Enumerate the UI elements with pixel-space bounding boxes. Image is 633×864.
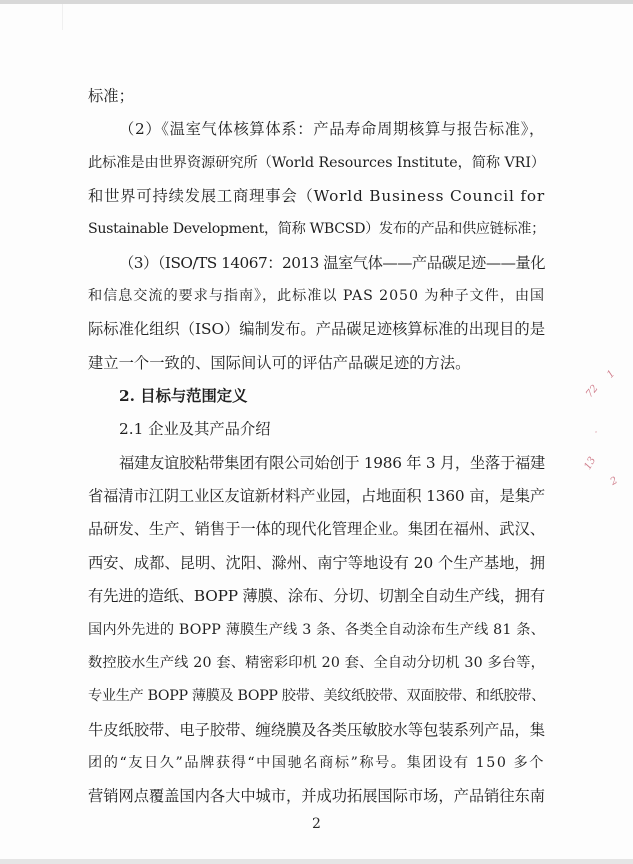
text-line: Sustainable Development，简称 WBCSD）发布的产品和供应链标准； — [88, 221, 545, 238]
text-line: 和信息交流的要求与指南》，此标准以 PAS 2050 为种子文件，由国 — [88, 288, 545, 305]
document-text-block — [88, 80, 545, 814]
text-line: 数控胶水生产线 20 套、精密彩印机 20 套、全自动分切机 30 多台等， — [88, 654, 545, 671]
text-line: 营销网点覆盖国内各大中城市，并成功拓展国际市场，产品销往东南 — [88, 787, 545, 806]
handwritten-mark: 72 — [584, 383, 601, 400]
scanner-edge-top — [0, 0, 633, 4]
text-line: 标准； — [88, 87, 134, 105]
handwritten-mark: · — [593, 427, 600, 439]
text-line: 西安、成都、昆明、沈阳、滁州、南宁等地设有 20 个生产基地，拥 — [88, 553, 545, 572]
text-line: （3）（ISO/TS 14067：2013 温室气体——产品碳足迹——量化 — [119, 253, 545, 272]
text-line: 际标准化组织（ISO）编制发布。产品碳足迹核算标准的出现目的是 — [88, 320, 545, 339]
text-line: 品研发、生产、销售于一体的现代化管理企业。集团在福州、武汉、 — [88, 520, 545, 539]
text-line: 省福清市江阴工业区友谊新材料产业园，占地面积 1360 亩，是集产 — [88, 487, 545, 506]
text-line: 此标准是由世界资源研究所（World Resources Institute，简称 VRI） — [88, 154, 545, 171]
handwritten-mark: 13 — [582, 455, 599, 472]
text-line: 国内外先进的 BOPP 薄膜生产线 3 条、各类全自动涂布生产线 81 条、 — [88, 621, 545, 638]
text-line: （2）《温室气体核算体系：产品寿命周期核算与报告标准》， — [119, 120, 545, 139]
subsection-heading: 2.1 企业及其产品介绍 — [119, 420, 271, 439]
handwritten-mark: 2 — [608, 475, 620, 488]
text-line: 团的“友日久”品牌获得“中国驰名商标”称号。集团设有 150 多个 — [88, 754, 545, 771]
text-line: 和世界可持续发展工商理事会（World Business Council for — [88, 187, 545, 206]
scan-fold-seam — [62, 4, 63, 30]
text-line: 福建友谊胶粘带集团有限公司始创于 1986 年 3 月，坐落于福建 — [119, 453, 545, 472]
page-number: 2 — [312, 816, 321, 832]
text-line: 专业生产 BOPP 薄膜及 BOPP 胶带、美纹纸胶带、双面胶带、和纸胶带、 — [88, 688, 545, 705]
text-line: 有先进的造纸、BOPP 薄膜、涂布、分切、切割全自动生产线，拥有 — [88, 587, 545, 606]
scanner-edge-bottom — [0, 859, 633, 864]
text-line: 建立一个一致的、国际间认可的评估产品碳足迹的方法。 — [88, 353, 471, 372]
handwritten-mark: 1 — [605, 368, 618, 381]
section-heading: 2. 目标与范围定义 — [119, 387, 248, 406]
text-line: 牛皮纸胶带、电子胶带、缠绕膜及各类压敏胶水等包装系列产品，集 — [88, 720, 545, 739]
